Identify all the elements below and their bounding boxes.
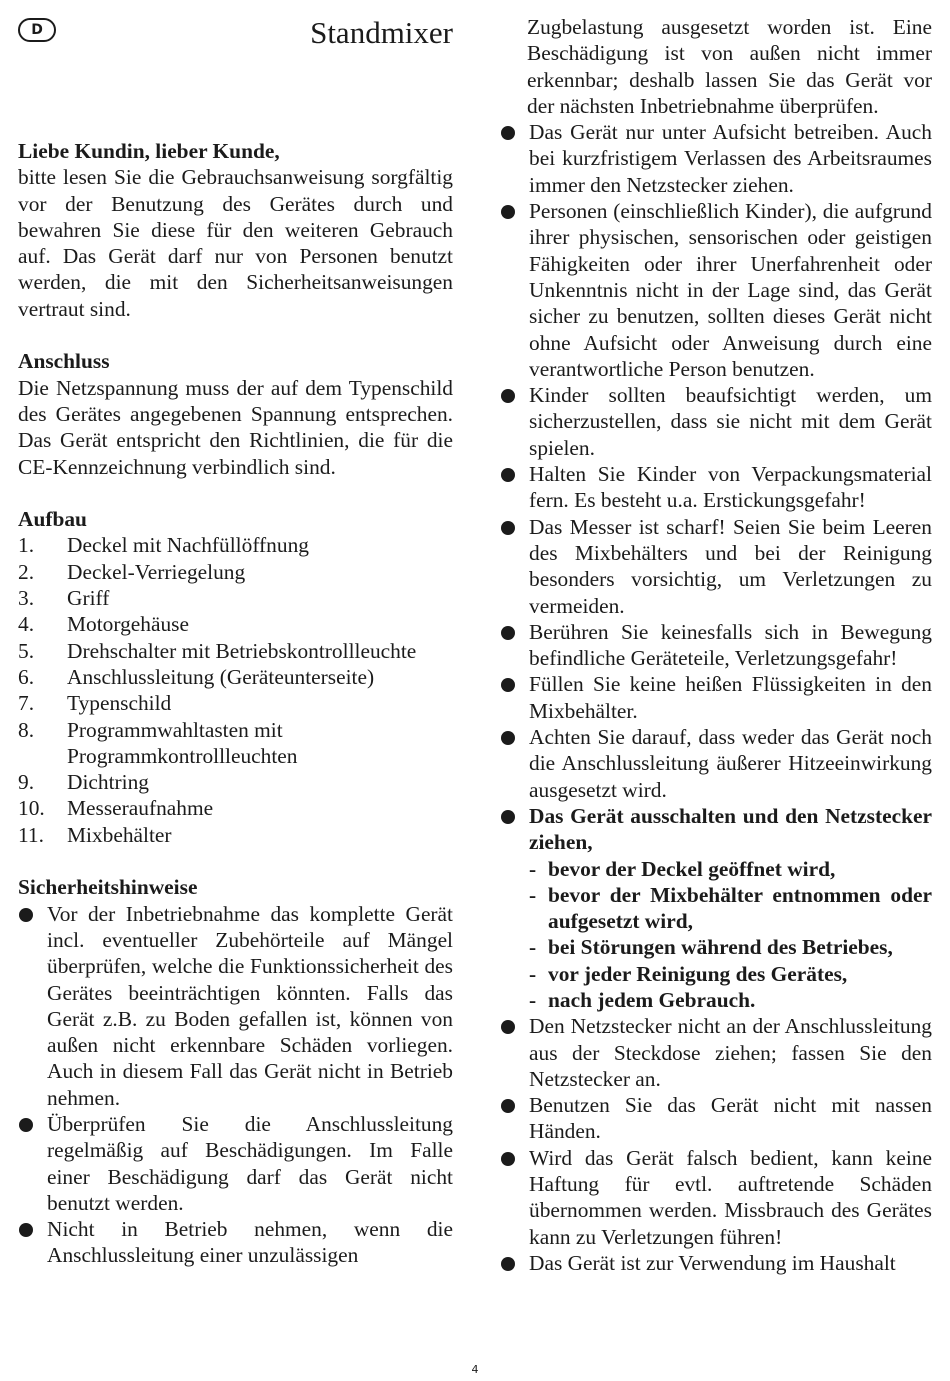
dash-marker: - <box>529 935 537 960</box>
parts-list <box>18 532 453 848</box>
safety-item-unplug: Das Gerät ausschalten und den Netzstecker ziehen, - bevor der Deckel geöffnet wird, - bevor der Mixbehälter entnommen oder aufgesetzt wird, - bei Störungen während des Betriebes, - vor jeder Reinigung des Gerätes, - nach jedem Gebrauch. <box>500 803 932 1013</box>
safety-item: Den Netzstecker nicht an der Anschlussleitung aus der Steckdose ziehen; fassen Sie den Netzstecker an. <box>500 1013 932 1092</box>
page-header <box>18 14 453 64</box>
parts-list-item <box>18 532 453 558</box>
part-label: Typenschild <box>67 691 172 716</box>
part-label: Deckel mit Nachfüllöffnung <box>67 533 309 558</box>
part-number: 10. <box>18 796 45 821</box>
part-label: Drehschalter mit Betriebskontrollleuchte <box>67 638 417 663</box>
parts-list-item <box>18 664 453 690</box>
safety-item: Benutzen Sie das Gerät nicht mit nassen Händen. <box>500 1092 932 1145</box>
part-label: Deckel-Verriegelung <box>67 559 246 584</box>
safety-list-right <box>500 119 932 1276</box>
bullet-icon <box>501 1099 515 1113</box>
safety-item: Nicht in Betrieb nehmen, wenn die Anschlussleitung einer unzulässigen <box>18 1216 453 1269</box>
parts-list-item <box>18 559 453 585</box>
connection-text: Die Netzspannung muss der auf dem Typenschild des Gerätes angegebenen Spannung entsprechen. Das Gerät entspricht den Richtlinien, die für die CE-Kennzeichnung verbindlich sind. <box>18 375 453 479</box>
right-column <box>500 14 932 1276</box>
part-number: 8. <box>18 717 35 742</box>
safety-item: Das Gerät ist zur Verwendung im Haushalt <box>500 1250 932 1276</box>
parts-list-item <box>18 717 453 770</box>
safety-item: Personen (einschließlich Kinder), die aufgrund ihrer physischen, sensorischen oder geistigen Fähigkeiten oder ihrer Unerfahrenheit oder Unkenntnis nicht in der Lage sind, das Gerät sicher zu benutzen, sollten dieses Gerät nicht ohne Aufsicht oder Anweisung durch eine verantwortliche Person benutzen. <box>500 198 932 382</box>
bullet-icon <box>19 908 33 922</box>
parts-list-item <box>18 585 453 611</box>
unplug-conditions <box>529 856 932 1014</box>
connection-heading: Anschluss <box>18 349 110 374</box>
assembly-heading: Aufbau <box>18 507 87 532</box>
greeting-heading: Liebe Kundin, lieber Kunde, <box>18 139 280 163</box>
part-label: Motorgehäuse <box>67 612 189 637</box>
unplug-condition: - nach jedem Gebrauch. <box>529 987 756 1012</box>
part-label: Mixbehälter <box>67 822 172 847</box>
language-badge: D <box>18 18 56 42</box>
bullet-icon <box>501 1257 515 1271</box>
dash-marker: - <box>529 882 537 907</box>
part-number: 4. <box>18 612 35 637</box>
parts-list-item <box>18 611 453 637</box>
bullet-icon <box>501 810 515 824</box>
safety-item: Überprüfen Sie die Anschlussleitung regelmäßig auf Beschädigungen. Im Falle einer Beschädigung darf das Gerät nicht benutzt werden. <box>18 1111 453 1216</box>
safety-item: Achten Sie darauf, dass weder das Gerät noch die Anschlussleitung äußerer Hitzeeinwirkung ausgesetzt wird. <box>500 724 932 803</box>
part-label: Programmwahltasten mit Programmkontrollleuchten <box>67 717 298 768</box>
safety-item: Das Gerät nur unter Aufsicht betreiben. Auch bei kurzfristigem Verlassen des Arbeitsraumes immer den Netzstecker ziehen. <box>500 119 932 198</box>
dash-marker: - <box>529 856 537 881</box>
parts-list-item <box>18 638 453 664</box>
dash-marker: - <box>529 961 537 986</box>
safety-item: Das Messer ist scharf! Seien Sie beim Leeren des Mixbehälters und bei der Reinigung besonders vorsichtig, um Verletzungen zu vermeiden. <box>500 514 932 619</box>
bullet-icon <box>501 626 515 640</box>
safety-item: Berühren Sie keinesfalls sich in Bewegung befindliche Geräteteile, Verletzungsgefahr! <box>500 619 932 672</box>
part-number: 6. <box>18 664 35 689</box>
bullet-icon <box>501 468 515 482</box>
safety-heading: Sicherheitshinweise <box>18 875 198 900</box>
safety-list-left <box>18 901 453 1269</box>
parts-list-item <box>18 769 453 795</box>
left-column <box>18 14 453 1269</box>
part-number: 1. <box>18 533 35 558</box>
safety-item: Halten Sie Kinder von Verpackungsmaterial fern. Es besteht u.a. Erstickungsgefahr! <box>500 461 932 514</box>
safety-item: Füllen Sie keine heißen Flüssigkeiten in den Mixbehälter. <box>500 671 932 724</box>
page-number: 4 <box>471 1363 479 1376</box>
safety-item: Kinder sollten beaufsichtigt werden, um sicherzustellen, dass sie nicht mit dem Gerät spielen. <box>500 382 932 461</box>
part-number: 2. <box>18 559 35 584</box>
part-label: Messeraufnahme <box>67 796 214 821</box>
part-number: 3. <box>18 586 35 611</box>
unplug-condition: - vor jeder Reinigung des Gerätes, <box>529 961 848 986</box>
bullet-icon <box>501 389 515 403</box>
bullet-icon <box>19 1223 33 1237</box>
part-number: 5. <box>18 638 35 663</box>
page-title: Standmixer <box>310 15 453 50</box>
part-label: Dichtring <box>67 770 149 795</box>
bullet-icon <box>501 731 515 745</box>
part-number: 11. <box>18 822 44 847</box>
bullet-icon <box>501 1152 515 1166</box>
bullet-icon <box>501 126 515 140</box>
unplug-condition: - bevor der Deckel geöffnet wird, <box>529 856 836 881</box>
bullet-icon <box>501 205 515 219</box>
bullet-icon <box>501 1020 515 1034</box>
safety-item: Vor der Inbetriebnahme das komplette Gerät incl. eventueller Zubehörteile auf Mängel überprüfen, welche die Funktionssicherheit des Gerätes beeinträchtigen könnten. Falls das Gerät z.B. zu Boden gefallen ist, können von außen nicht erkennbare Schäden vorliegen. Auch in diesem Fall das Gerät nicht in Betrieb nehmen. <box>18 901 453 1111</box>
bullet-icon <box>501 678 515 692</box>
part-number: 7. <box>18 691 35 716</box>
part-label: Griff <box>67 586 110 611</box>
parts-list-item <box>18 822 453 848</box>
bullet-icon <box>19 1118 33 1132</box>
bullet-icon <box>501 521 515 535</box>
greeting-text: bitte lesen Sie die Gebrauchsanweisung sorgfältig vor der Benutzung des Gerätes durch und bewahren Sie diese für den weiteren Gebrauch auf. Das Gerät darf nur von Personen benutzt werden, die mit den Sicherheitsanweisungen vertraut sind. <box>18 165 453 321</box>
safety-item-continuation: Zugbelastung ausgesetzt worden ist. Eine Beschädigung ist von außen nicht immer erkennbar; deshalb lassen Sie das Gerät vor der nächsten Inbetriebnahme überprüfen. <box>527 15 932 118</box>
parts-list-item <box>18 795 453 821</box>
parts-list-item <box>18 690 453 716</box>
part-number: 9. <box>18 770 35 795</box>
unplug-condition: - bei Störungen während des Betriebes, <box>529 935 893 960</box>
part-label: Anschlussleitung (Geräteunterseite) <box>67 664 375 689</box>
safety-item: Wird das Gerät falsch bedient, kann keine Haftung für evtl. auftretende Schäden übernommen werden. Missbrauch des Gerätes kann zu Verletzungen führen! <box>500 1145 932 1250</box>
dash-marker: - <box>529 987 537 1012</box>
unplug-condition: - bevor der Mixbehälter entnommen oder aufgesetzt wird, <box>529 882 932 934</box>
